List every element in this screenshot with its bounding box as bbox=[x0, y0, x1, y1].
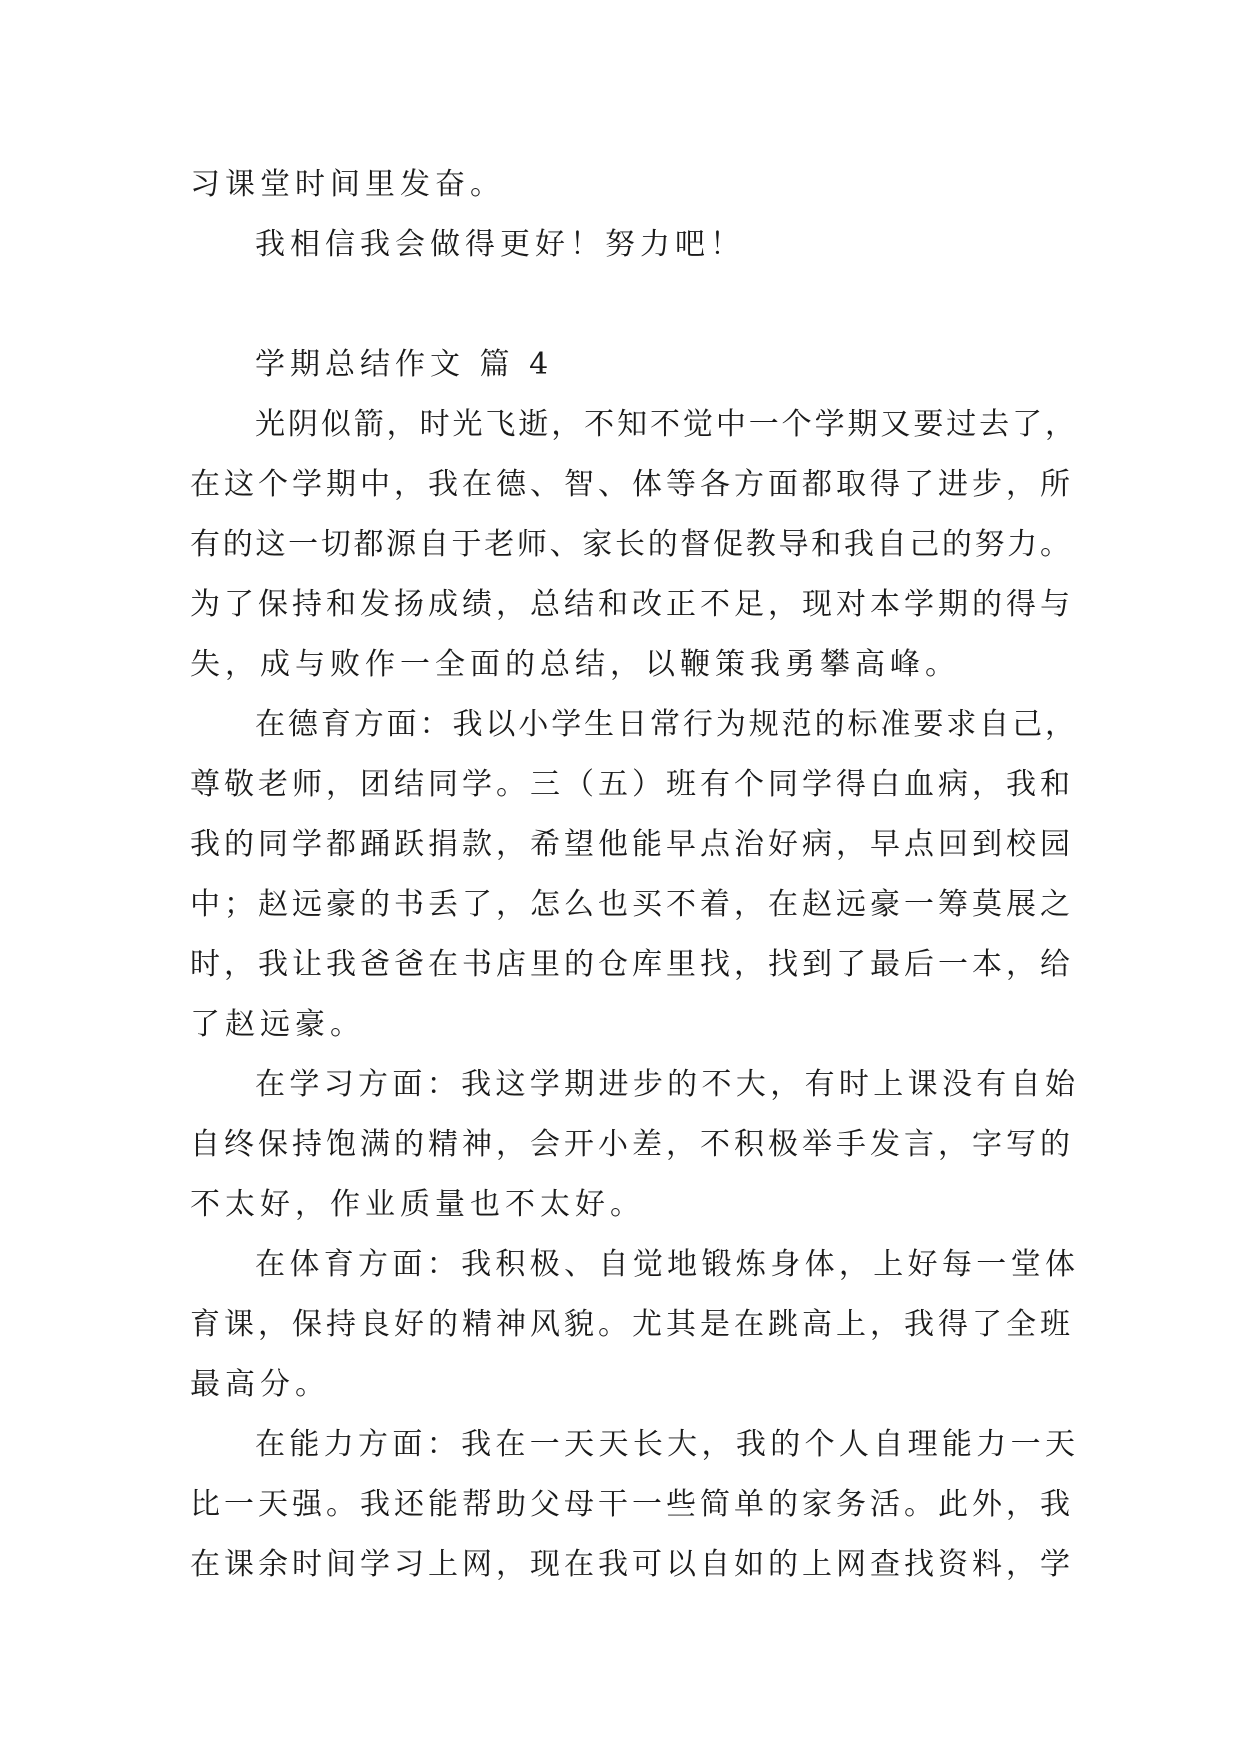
text-line: 光阴似箭，时光飞逝，不知不觉中一个学期又要过去了， bbox=[255, 407, 1075, 442]
text-line: 习课堂时间里发奋。 bbox=[190, 167, 505, 202]
text-line: 不太好，作业质量也不太好。 bbox=[190, 1187, 645, 1222]
text-line: 为了保持和发扬成绩，总结和改正不足，现对本学期的得与 bbox=[190, 587, 1070, 622]
text-line: 我相信我会做得更好！努力吧！ bbox=[255, 227, 745, 262]
text-line: 自终保持饱满的精神，会开小差，不积极举手发言，字写的 bbox=[190, 1127, 1070, 1162]
text-line: 在这个学期中，我在德、智、体等各方面都取得了进步，所 bbox=[190, 467, 1070, 502]
text-line: 时，我让我爸爸在书店里的仓库里找，找到了最后一本，给 bbox=[190, 947, 1070, 982]
text-line: 在学习方面：我这学期进步的不大，有时上课没有自始 bbox=[255, 1067, 1075, 1102]
text-line: 在体育方面：我积极、自觉地锻炼身体，上好每一堂体 bbox=[255, 1247, 1075, 1282]
text-line: 失，成与败作一全面的总结，以鞭策我勇攀高峰。 bbox=[190, 647, 960, 682]
text-line: 育课，保持良好的精神风貌。尤其是在跳高上，我得了全班 bbox=[190, 1307, 1070, 1342]
text-line: 中；赵远豪的书丢了，怎么也买不着，在赵远豪一筹莫展之 bbox=[190, 887, 1070, 922]
text-line: 我的同学都踊跃捐款，希望他能早点治好病，早点回到校园 bbox=[190, 827, 1070, 862]
text-line: 尊敬老师，团结同学。三（五）班有个同学得白血病，我和 bbox=[190, 767, 1070, 802]
text-line: 了赵远豪。 bbox=[190, 1007, 365, 1042]
text-line: 在课余时间学习上网，现在我可以自如的上网查找资料，学 bbox=[190, 1547, 1070, 1582]
section-heading: 学期总结作文 篇 4 bbox=[255, 347, 554, 382]
text-line: 在德育方面：我以小学生日常行为规范的标准要求自己， bbox=[255, 707, 1075, 742]
text-line: 比一天强。我还能帮助父母干一些简单的家务活。此外，我 bbox=[190, 1487, 1070, 1522]
text-line: 在能力方面：我在一天天长大，我的个人自理能力一天 bbox=[255, 1427, 1075, 1462]
text-line: 有的这一切都源自于老师、家长的督促教导和我自己的努力。 bbox=[190, 527, 1070, 562]
text-line: 最高分。 bbox=[190, 1367, 330, 1402]
